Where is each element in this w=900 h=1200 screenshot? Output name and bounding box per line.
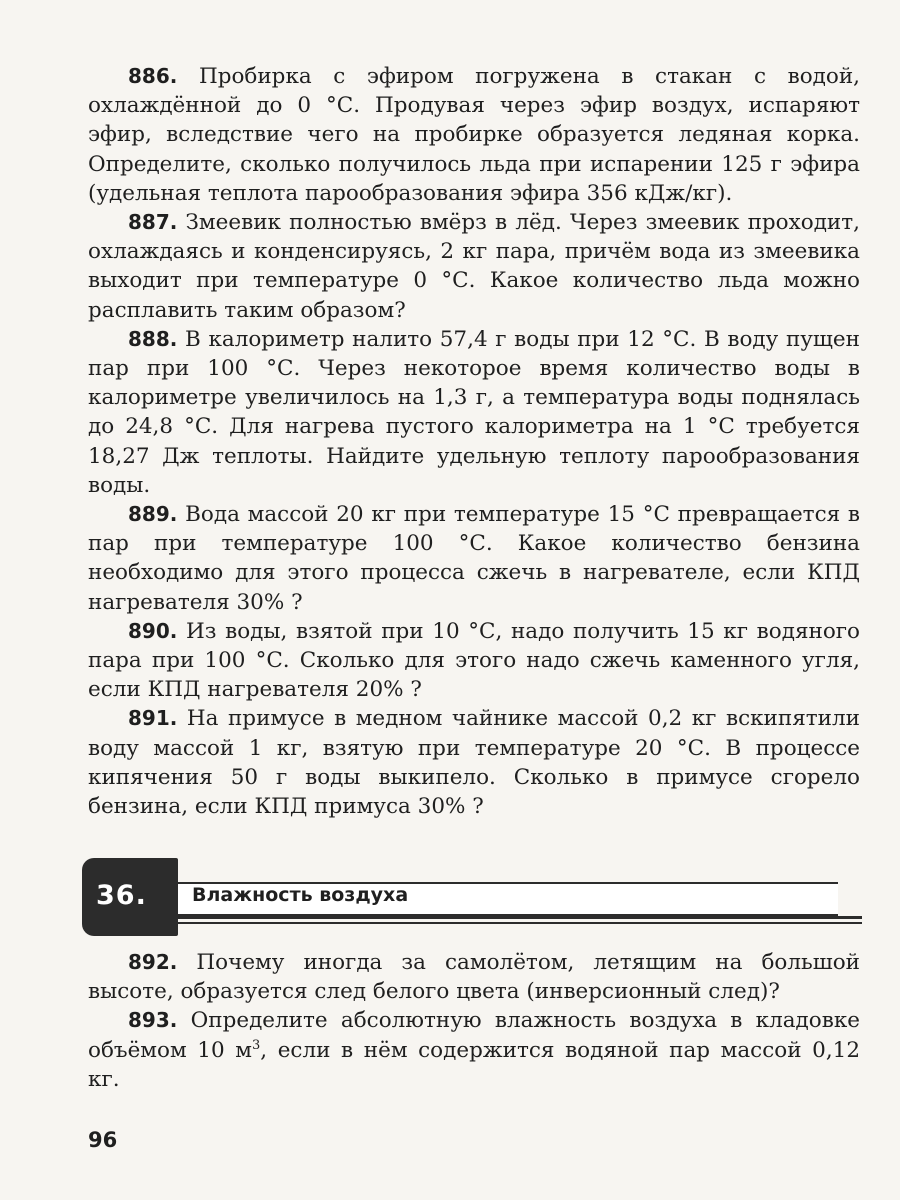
problem-number: 892. <box>128 950 178 974</box>
problem-text: Пробирка с эфиром погружена в стакан с водой, охлаждённой до 0 °С. Продувая через эфир воздух, испаряют эфир, вследствие чего на пробирке образуется ледяная корка. Определите, сколько получилось льда при испарении 125 г эфира (удельная теплота парообразования эфира 356 кДж/кг). <box>88 64 860 206</box>
section-header <box>82 858 862 938</box>
problem-text: Из воды, взятой при 10 °С, надо получить 15 кг водяного пара при 100 °С. Сколько для этого надо сжечь каменного угля, если КПД нагревателя 20% ? <box>88 618 860 703</box>
problem-text: Вода массой 20 кг при температуре 15 °С превращается в пар при температуре 100 °С. Какое количество бензина необходимо для этого процесса сжечь в нагревателе, если КПД нагревателя 30% ? <box>88 502 860 615</box>
problem-number: 890. <box>128 618 178 643</box>
problem-number: 889. <box>128 502 178 527</box>
problem-number: 888. <box>128 326 178 351</box>
problems-bottom <box>88 948 860 1094</box>
problem-text: Почему иногда за самолётом, летящим на большой высоте, образуется след белого цвета (инверсионный след)? <box>88 950 860 1005</box>
page-number: 96 <box>88 1128 118 1152</box>
problem-number: 893. <box>128 1008 178 1033</box>
problem-number: 891. <box>128 706 178 731</box>
problem-number: 886. <box>128 64 178 88</box>
section-rule <box>178 916 862 919</box>
problem-889 <box>88 500 860 617</box>
problem-text: В калориметр налито 57,4 г воды при 12 °С. В воду пущен пар при 100 °С. Через некоторое время количество воды в калориметре увеличилось на 1,3 г, а температура воды поднялась до 24,8 °С. Для нагрева пустого калориметра на 1 °С требуется 18,27 Дж теплоты. Найдите удельную теплоту парообразования воды. <box>88 326 860 498</box>
problem-number: 887. <box>128 210 178 235</box>
problem-890 <box>88 617 860 705</box>
section-number: 36. <box>96 880 147 911</box>
problem-888 <box>88 325 860 500</box>
problem-886 <box>88 62 860 208</box>
superscript: 3 <box>251 1037 261 1053</box>
section-title: Влажность воздуха <box>192 884 409 906</box>
problem-887 <box>88 208 860 325</box>
problem-891 <box>88 704 860 821</box>
problem-text: На примусе в медном чайнике массой 0,2 кг вскипятили воду массой 1 кг, взятую при температуре 20 °С. В процессе кипячения 50 г воды выкипело. Сколько в примусе сгорело бензина, если КПД примуса 30% ? <box>88 706 860 820</box>
section-rule-thin <box>178 922 862 924</box>
problem-text-after: , если в нём содержится водяной пар массой 0,12 кг. <box>88 1037 861 1092</box>
problem-893 <box>88 1006 860 1094</box>
problem-892 <box>88 948 860 1006</box>
problems-top <box>88 62 860 821</box>
problem-text: Змеевик полностью вмёрз в лёд. Через змеевик проходит, охлаждаясь и конденсируясь, 2 кг пара, причём вода из змеевика выходит при температуре 0 °С. Какое количество льда можно расплавить таким образом? <box>88 210 860 323</box>
problem-text-before: Определите абсолютную влажность воздуха в кладовке объёмом 10 м <box>88 1008 860 1063</box>
